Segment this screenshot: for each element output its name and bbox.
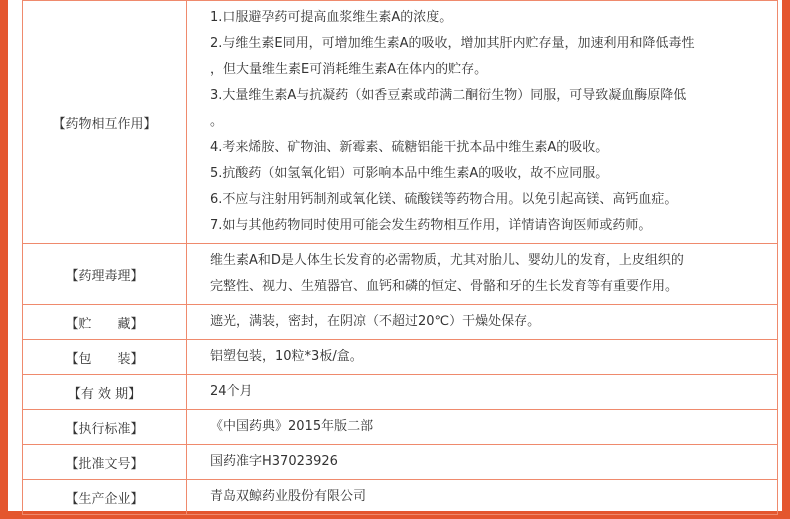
value-storage (187, 305, 778, 340)
interaction-line-9: 7.如与其他药物同时使用可能会发生药物相互作用，详情请咨询医师或药师。 (210, 218, 652, 233)
label-pharmacology: 【药理毒理】 (23, 244, 187, 305)
manufacturer-text: 青岛双鲸药业股份有限公司 (210, 489, 367, 504)
shelf-life-text: 24个月 (210, 384, 253, 399)
drug-spec-table (22, 0, 778, 515)
label-manufacturer: 【生产企业】 (23, 480, 187, 515)
interaction-line-6: 4.考来烯胺、矿物油、新霉素、硫糖铝能干扰本品中维生素A的吸收。 (210, 140, 609, 155)
interaction-line-8: 6.不应与注射用钙制剂或氧化镁、硫酸镁等药物合用。以免引起高镁、高钙血症。 (210, 192, 678, 207)
value-standard (187, 410, 778, 445)
packaging-text: 铝塑包装，10粒*3板/盒。 (210, 349, 363, 364)
value-shelf-life (187, 375, 778, 410)
value-approval-number (187, 445, 778, 480)
row-approval-number (23, 445, 778, 480)
value-pharmacology (187, 244, 778, 305)
row-manufacturer (23, 480, 778, 515)
interaction-line-1: 1.口服避孕药可提高血浆维生素A的浓度。 (210, 10, 453, 25)
approval-number-text: 国药准字H37023926 (210, 454, 338, 469)
value-manufacturer (187, 480, 778, 515)
row-drug-interactions (23, 1, 778, 244)
label-drug-interactions: 【药物相互作用】 (23, 1, 187, 244)
row-shelf-life (23, 375, 778, 410)
label-packaging: 【包 装】 (23, 340, 187, 375)
label-shelf-life: 【有 效 期】 (23, 375, 187, 410)
storage-text: 遮光，满装，密封，在阴凉（不超过20℃）干燥处保存。 (210, 314, 541, 329)
row-packaging (23, 340, 778, 375)
row-pharmacology (23, 244, 778, 305)
label-storage: 【贮 藏】 (23, 305, 187, 340)
interaction-line-5: 。 (210, 114, 224, 129)
standard-text: 《中国药典》2015年版二部 (210, 419, 374, 434)
label-approval-number: 【批准文号】 (23, 445, 187, 480)
interaction-line-4: 3.大量维生素A与抗凝药（如香豆素或茚满二酮衍生物）同服，可导致凝血酶原降低 (210, 88, 687, 103)
label-standard: 【执行标准】 (23, 410, 187, 445)
value-drug-interactions (187, 1, 778, 244)
interaction-line-3: ，但大量维生素E可消耗维生素A在体内的贮存。 (210, 62, 488, 77)
value-packaging (187, 340, 778, 375)
row-storage (23, 305, 778, 340)
row-standard (23, 410, 778, 445)
interaction-line-7: 5.抗酸药（如氢氧化铝）可影响本品中维生素A的吸收，故不应同服。 (210, 166, 609, 181)
pharmacology-line-1: 维生素A和D是人体生长发育的必需物质，尤其对胎儿、婴幼儿的发育，上皮组织的 (210, 253, 684, 268)
interaction-line-2: 2.与维生素E同用，可增加维生素A的吸收，增加其肝内贮存量，加速利用和降低毒性 (210, 36, 695, 51)
pharmacology-line-2: 完整性、视力、生殖器官、血钙和磷的恒定、骨骼和牙的生长发育等有重要作用。 (210, 279, 679, 294)
